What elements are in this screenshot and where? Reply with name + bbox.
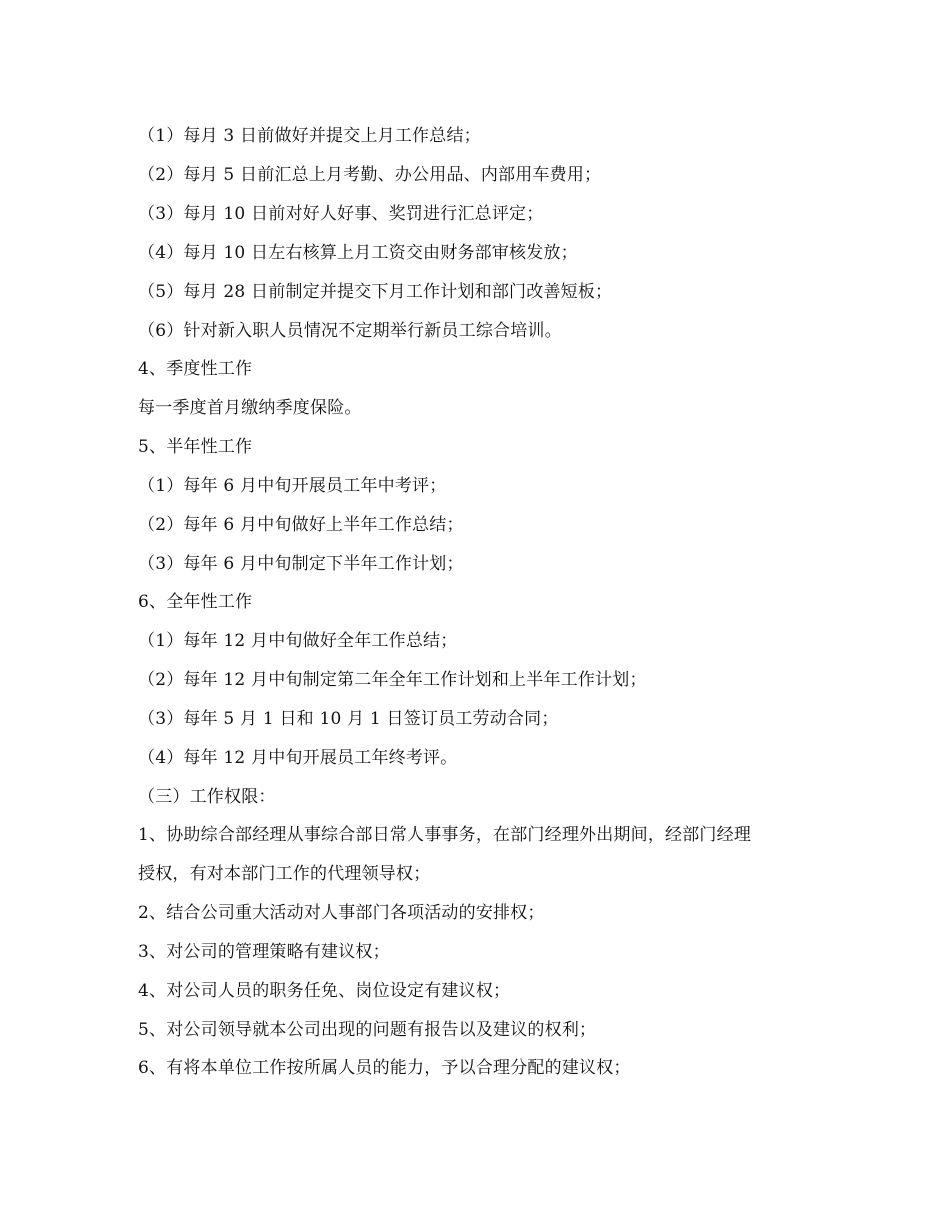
monthly-item-2: （2）每月 5 日前汇总上月考勤、办公用品、内部用车费用； (138, 165, 602, 185)
annual-item-1: （1）每年 12 月中旬做好全年工作总结； (138, 631, 458, 651)
half-year-item-2: （2）每年 6 月中旬做好上半年工作总结； (138, 515, 464, 535)
monthly-item-5: （5）每月 28 日前制定并提交下月工作计划和部门改善短板； (138, 282, 613, 302)
section-heading-authority: （三）工作权限： (138, 787, 276, 807)
annual-item-2: （2）每年 12 月中旬制定第二年全年工作计划和上半年工作计划； (138, 670, 647, 690)
monthly-item-6: （6）针对新入职人员情况不定期举行新员工综合培训。 (138, 321, 562, 341)
annual-item-4: （4）每年 12 月中旬开展员工年终考评。 (138, 748, 458, 768)
half-year-item-3: （3）每年 6 月中旬制定下半年工作计划； (138, 554, 464, 574)
authority-item-4: 4、对公司人员的职务任免、岗位设定有建议权； (138, 981, 511, 1001)
authority-item-3: 3、对公司的管理策略有建议权； (138, 942, 390, 962)
authority-item-2: 2、结合公司重大活动对人事部门各项活动的安排权； (138, 903, 545, 923)
half-year-item-1: （1）每年 6 月中旬开展员工年中考评； (138, 476, 447, 496)
authority-item-5: 5、对公司领导就本公司出现的问题有报告以及建议的权利； (138, 1020, 597, 1040)
monthly-item-3: （3）每月 10 日前对好人好事、奖罚进行汇总评定； (138, 204, 544, 224)
section-heading-quarterly: 4、季度性工作 (138, 359, 253, 379)
quarterly-item: 每一季度首月缴纳季度保险。 (138, 398, 362, 418)
monthly-item-4: （4）每月 10 日左右核算上月工资交由财务部审核发放； (138, 243, 578, 263)
section-heading-half-year: 5、半年性工作 (138, 437, 253, 457)
authority-item-6: 6、有将本单位工作按所属人员的能力，予以合理分配的建议权； (138, 1058, 631, 1078)
monthly-item-1: （1）每月 3 日前做好并提交上月工作总结； (138, 126, 481, 146)
annual-item-3: （3）每年 5 月 1 日和 10 月 1 日签订员工劳动合同； (138, 709, 559, 729)
section-heading-annual: 6、全年性工作 (138, 592, 253, 612)
authority-item-1: 1、协助综合部经理从事综合部日常人事事务，在部门经理外出期间，经部门经理 (138, 825, 752, 845)
authority-item-1-continued: 授权，有对本部门工作的代理领导权； (138, 864, 431, 884)
